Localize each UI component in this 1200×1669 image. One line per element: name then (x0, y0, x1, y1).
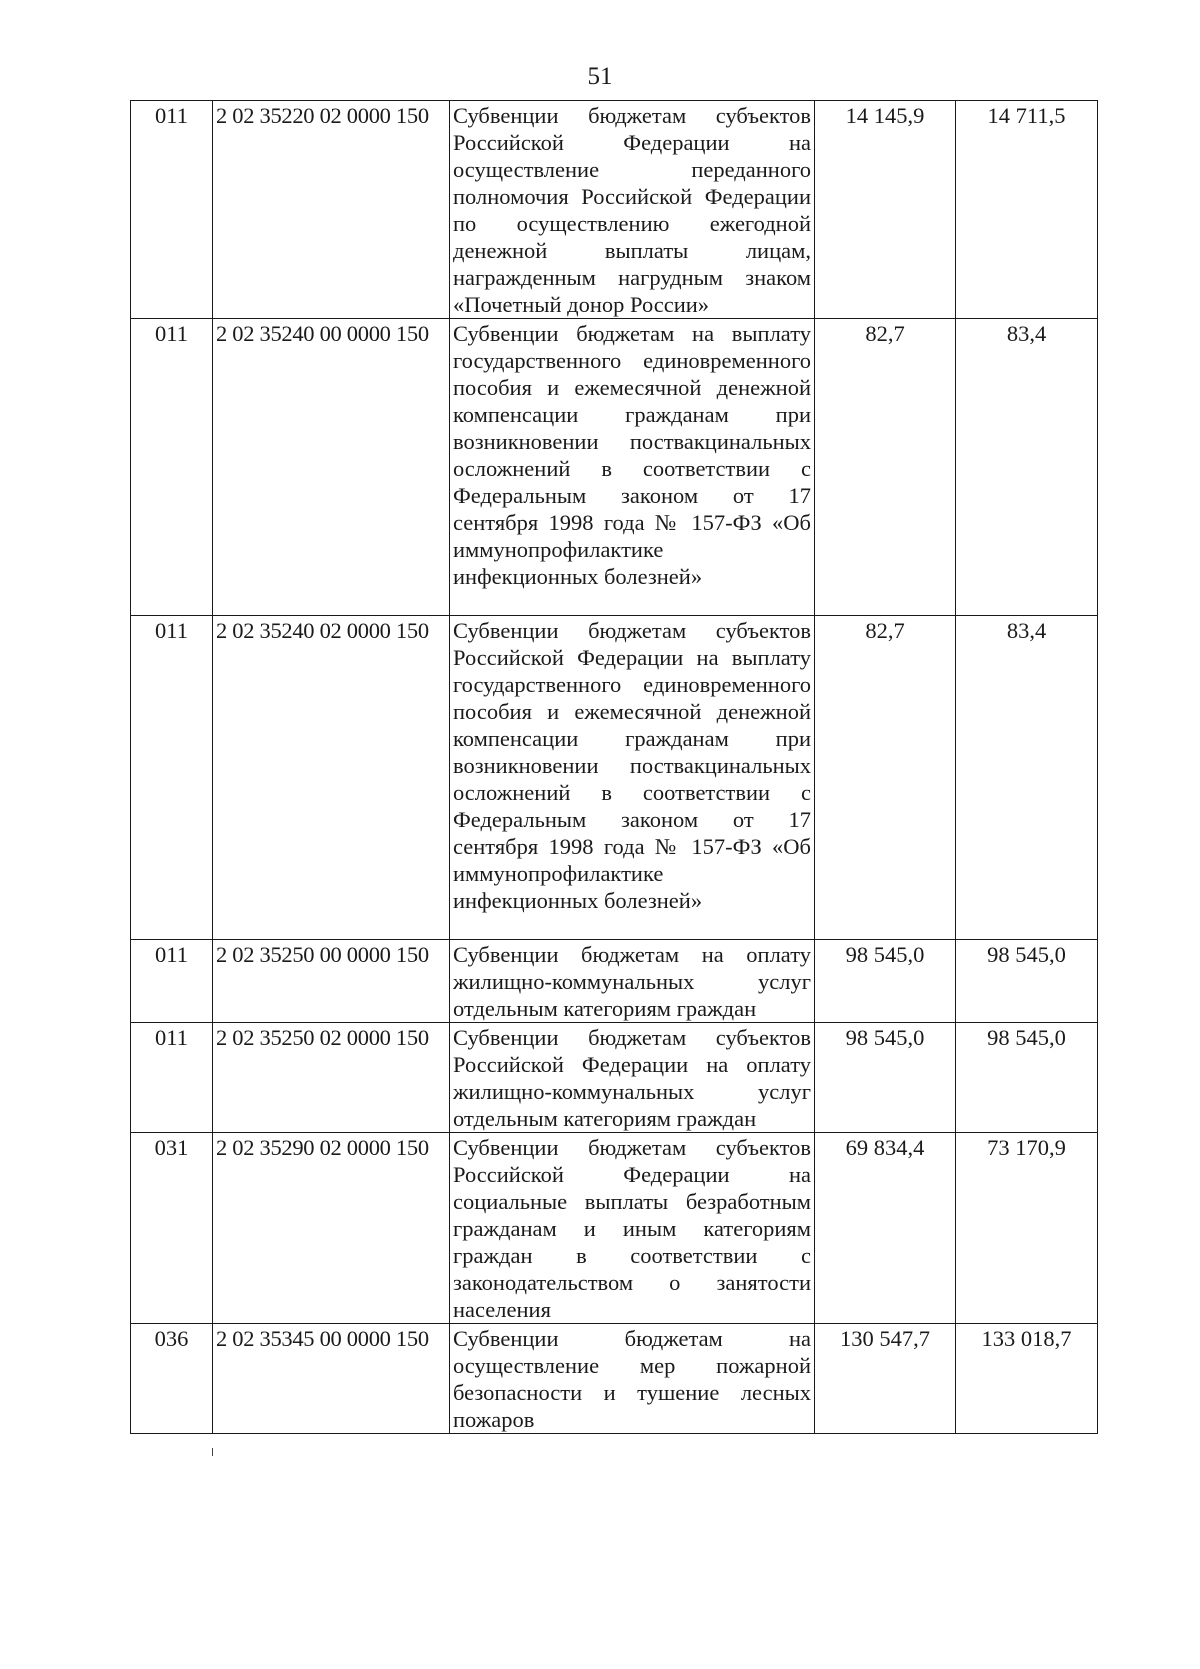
admin-code-cell: 036 (131, 1324, 213, 1434)
table-row (131, 319, 1098, 616)
budget-classification-code-cell: 2 02 35220 02 0000 150 (213, 101, 450, 319)
income-description-cell: Субвенции бюджетам на выплату государственного единовременного пособия и ежемесячной денежной компенсации гражданам при возникновении поствакцинальных осложнений в соответствии с Федеральным законом от 17 сентября 1998 года № 157-ФЗ «Об иммунопрофилактике инфекционных болезней» (450, 319, 815, 616)
income-description-cell: Субвенции бюджетам субъектов Российской Федерации на выплату государственного единовременного пособия и ежемесячной денежной компенсации гражданам при возникновении поствакцинальных осложнений в соответствии с Федеральным законом от 17 сентября 1998 года № 157-ФЗ «Об иммунопрофилактике инфекционных болезней» (450, 616, 815, 940)
admin-code-cell: 011 (131, 940, 213, 1023)
admin-code-cell: 011 (131, 319, 213, 616)
admin-code-cell: 011 (131, 101, 213, 319)
amount-year-2-cell: 83,4 (956, 616, 1098, 940)
admin-code-cell: 031 (131, 1133, 213, 1324)
amount-year-1-cell: 98 545,0 (815, 1023, 956, 1133)
column-line-tail (212, 1448, 213, 1456)
income-description-cell: Субвенции бюджетам на оплату жилищно-коммунальных услуг отдельным категориям граждан (450, 940, 815, 1023)
page-number: 51 (587, 63, 613, 90)
budget-classification-code-cell: 2 02 35250 00 0000 150 (213, 940, 450, 1023)
budget-classification-code-cell: 2 02 35290 02 0000 150 (213, 1133, 450, 1324)
amount-year-1-cell: 14 145,9 (815, 101, 956, 319)
admin-code-cell: 011 (131, 616, 213, 940)
income-description-cell: Субвенции бюджетам на осуществление мер пожарной безопасности и тушение лесных пожаров (450, 1324, 815, 1434)
table-row (131, 1324, 1098, 1434)
amount-year-1-cell: 82,7 (815, 319, 956, 616)
amount-year-2-cell: 133 018,7 (956, 1324, 1098, 1434)
table-row (131, 616, 1098, 940)
amount-year-2-cell: 98 545,0 (956, 940, 1098, 1023)
budget-table (130, 100, 1098, 1434)
income-description-cell: Субвенции бюджетам субъектов Российской Федерации на осуществление переданного полномочия Российской Федерации по осуществлению ежегодной денежной выплаты лицам, награжденным нагрудным знаком «Почетный донор России» (450, 101, 815, 319)
amount-year-1-cell: 69 834,4 (815, 1133, 956, 1324)
income-description-cell: Субвенции бюджетам субъектов Российской Федерации на оплату жилищно-коммунальных услуг отдельным категориям граждан (450, 1023, 815, 1133)
amount-year-2-cell: 98 545,0 (956, 1023, 1098, 1133)
budget-classification-code-cell: 2 02 35345 00 0000 150 (213, 1324, 450, 1434)
amount-year-1-cell: 98 545,0 (815, 940, 956, 1023)
admin-code-cell: 011 (131, 1023, 213, 1133)
income-description-cell: Субвенции бюджетам субъектов Российской Федерации на социальные выплаты безработным гражданам и иным категориям граждан в соответствии с законодательством о занятости населения (450, 1133, 815, 1324)
amount-year-1-cell: 82,7 (815, 616, 956, 940)
table-row (131, 101, 1098, 319)
amount-year-2-cell: 14 711,5 (956, 101, 1098, 319)
table-row (131, 1133, 1098, 1324)
budget-classification-code-cell: 2 02 35240 02 0000 150 (213, 616, 450, 940)
budget-classification-code-cell: 2 02 35240 00 0000 150 (213, 319, 450, 616)
budget-classification-code-cell: 2 02 35250 02 0000 150 (213, 1023, 450, 1133)
amount-year-2-cell: 73 170,9 (956, 1133, 1098, 1324)
amount-year-1-cell: 130 547,7 (815, 1324, 956, 1434)
table-row (131, 940, 1098, 1023)
amount-year-2-cell: 83,4 (956, 319, 1098, 616)
table-row (131, 1023, 1098, 1133)
